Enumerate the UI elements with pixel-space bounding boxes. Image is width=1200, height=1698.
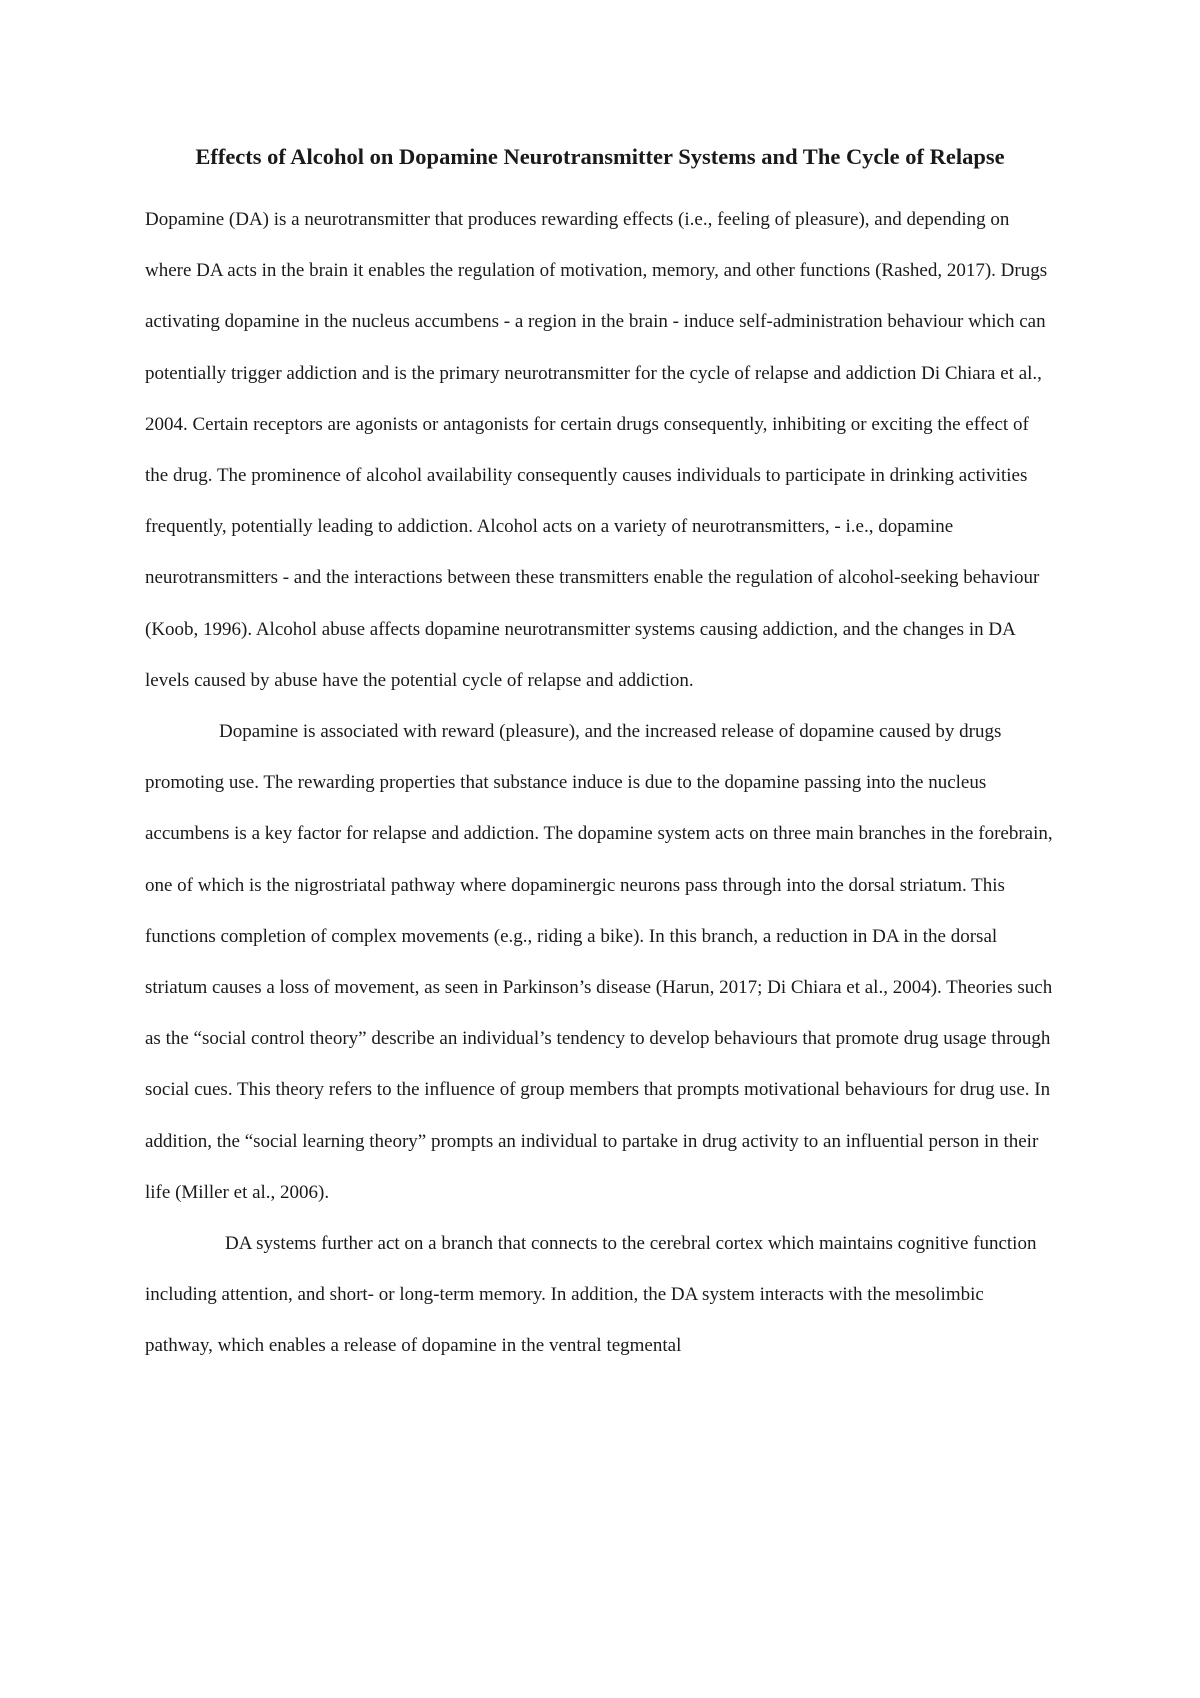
paragraph-3: DA systems further act on a branch that connects to the cerebral cortex which maintains cognitive function including attention, and short- or long-term memory. In addition, the DA system interacts with the mesolimbic pathway, which enables a release of dopamine in the ventral tegmental bbox=[145, 1233, 1037, 1357]
paragraph-1: Dopamine (DA) is a neurotransmitter that produces rewarding effects (i.e., feeling of pleasure), and depending on where DA acts in the brain it enables the regulation of motivation, memory, and other functions (Rashed, 2017). Drugs activating dopamine in the nucleus accumbens - a region in the brain - induce self-administration behaviour which can potentially trigger addiction and is the primary neurotransmitter for the cycle of relapse and addiction Di Chiara et al., 2004. Certain receptors are agonists or antagonists for certain drugs consequently, inhibiting or exciting the effect of the drug. The prominence of alcohol availability consequently causes individuals to participate in drinking activities frequently, potentially leading to addiction. Alcohol acts on a variety of neurotransmitters, - i.e., dopamine neurotransmitters - and the interactions between these transmitters enable the regulation of alcohol-seeking behaviour (Koob, 1996). Alcohol abuse affects dopamine neurotransmitter systems causing addiction, and the changes in DA levels caused by abuse have the potential cycle of relapse and addiction. bbox=[145, 209, 1048, 691]
document-title: Effects of Alcohol on Dopamine Neurotransmitter Systems and The Cycle of Relapse bbox=[195, 144, 1005, 169]
paragraph-2: Dopamine is associated with reward (pleasure), and the increased release of dopamine caused by drugs promoting use. The rewarding properties that substance induce is due to the dopamine passing into the nucleus accumbens is a key factor for relapse and addiction. The dopamine system acts on three main branches in the forebrain, one of which is the nigrostriatal pathway where dopaminergic neurons pass through into the dorsal striatum. This functions completion of complex movements (e.g., riding a bike). In this branch, a reduction in DA in the dorsal striatum causes a loss of movement, as seen in Parkinson’s disease (Harun, 2017; Di Chiara et al., 2004). Theories such as the “social control theory” describe an individual’s tendency to develop behaviours that promote drug usage through social cues. This theory refers to the influence of group members that prompts motivational behaviours for drug use. In addition, the “social learning theory” prompts an individual to partake in drug activity to an influential person in their life (Miller et al., 2006). bbox=[145, 721, 1053, 1203]
document-page bbox=[145, 142, 1055, 1372]
